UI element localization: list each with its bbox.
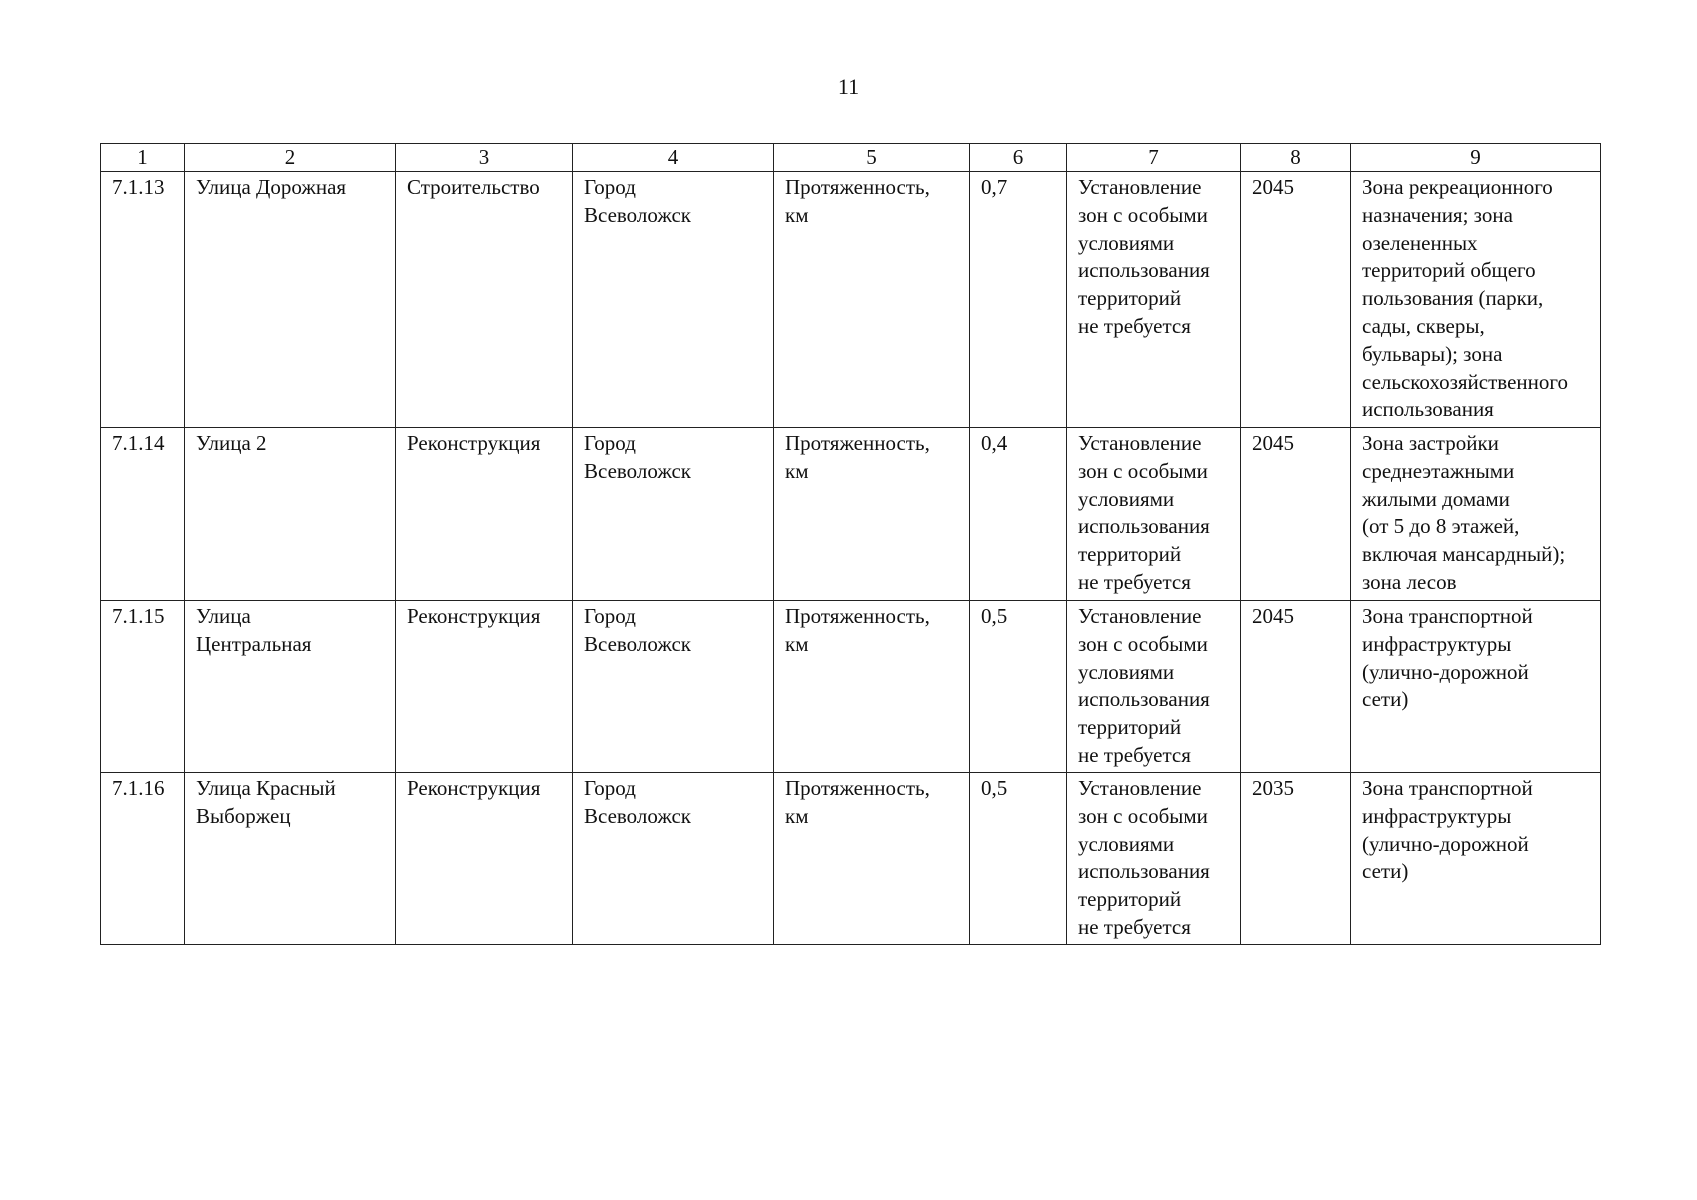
cell-number: 7.1.16 [101,773,185,945]
cell-number: 7.1.15 [101,601,185,773]
cell-location: Город Всеволожск [573,773,774,945]
cell-characteristic: Протяженность, км [774,601,970,773]
cell-object-name: Улица Центральная [185,601,396,773]
column-header: 6 [970,144,1067,172]
cell-zones: Установление зон с особыми условиями использования территорий не требуется [1067,773,1241,945]
cell-work-type: Реконструкция [396,601,573,773]
table-header-row [101,144,1601,172]
cell-number: 7.1.13 [101,172,185,428]
column-header: 8 [1241,144,1351,172]
cell-work-type: Строительство [396,172,573,428]
cell-characteristic: Протяженность, км [774,773,970,945]
cell-functional-zone: Зона застройки среднеэтажными жилыми домами (от 5 до 8 этажей, включая мансардный); зона лесов [1351,428,1601,601]
cell-characteristic: Протяженность, км [774,172,970,428]
cell-work-type: Реконструкция [396,773,573,945]
column-header: 5 [774,144,970,172]
column-header: 9 [1351,144,1601,172]
cell-number: 7.1.14 [101,428,185,601]
cell-location: Город Всеволожск [573,601,774,773]
cell-object-name: Улица Дорожная [185,172,396,428]
column-header: 7 [1067,144,1241,172]
cell-zones: Установление зон с особыми условиями использования территорий не требуется [1067,428,1241,601]
cell-year: 2045 [1241,601,1351,773]
cell-functional-zone: Зона транспортной инфраструктуры (улично-дорожной сети) [1351,773,1601,945]
cell-object-name: Улица 2 [185,428,396,601]
table-row [101,428,1601,601]
cell-value: 0,5 [970,773,1067,945]
table-row [101,773,1601,945]
column-header: 4 [573,144,774,172]
cell-value: 0,7 [970,172,1067,428]
page-number: 11 [837,74,860,99]
cell-zones: Установление зон с особыми условиями использования территорий не требуется [1067,601,1241,773]
cell-zones: Установление зон с особыми условиями использования территорий не требуется [1067,172,1241,428]
table-row [101,601,1601,773]
cell-value: 0,4 [970,428,1067,601]
column-header: 3 [396,144,573,172]
cell-work-type: Реконструкция [396,428,573,601]
cell-location: Город Всеволожск [573,428,774,601]
column-header: 2 [185,144,396,172]
cell-value: 0,5 [970,601,1067,773]
cell-year: 2035 [1241,773,1351,945]
cell-functional-zone: Зона транспортной инфраструктуры (улично-дорожной сети) [1351,601,1601,773]
cell-year: 2045 [1241,428,1351,601]
table-row [101,172,1601,428]
cell-object-name: Улица Красный Выборжец [185,773,396,945]
column-header: 1 [101,144,185,172]
cell-year: 2045 [1241,172,1351,428]
cell-characteristic: Протяженность, км [774,428,970,601]
cell-functional-zone: Зона рекреационного назначения; зона озелененных территорий общего пользования (парки, сады, скверы, бульвары); зона сельскохозяйственного использования [1351,172,1601,428]
objects-table [100,143,1601,945]
cell-location: Город Всеволожск [573,172,774,428]
